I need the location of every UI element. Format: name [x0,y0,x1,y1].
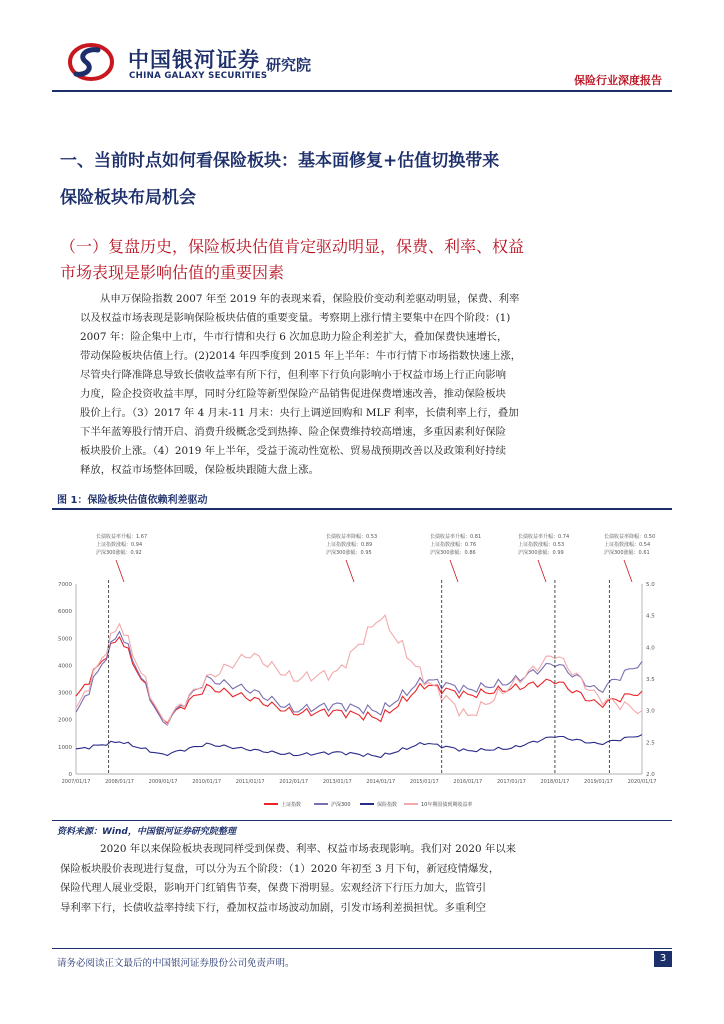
body-line: 释放，权益市场整体回暖，保险板块跟随大盘上涨。 [80,464,319,476]
annotation-text: 沪深300涨幅：0.61 [604,550,650,556]
body2-line: 2020 年以来保险板块表现同样受到保费、利率、权益市场表现影响。我们对 2020 年以来 [100,843,517,855]
body2-line: 导利率下行，长债收益率持续下行，叠加权益市场波动加剧，引发市场利差损担忧。多重利空 [60,901,487,914]
subsection-title-line1: （一）复盘历史，保险板块估值肯定驱动明显，保费、利率、权益 [60,237,525,256]
body-line: 从申万保险指数 2007 年至 2019 年的表现来看，保险股价变动利差驱动明显，保费、利率 [100,293,520,305]
legend-label: 10年期国债到期收益率 [421,802,473,808]
annotation-arrow [538,560,546,582]
annotation-text: 长债收益率降幅：0.50 [604,534,656,540]
y-tick-label-left: 6000 [58,609,72,616]
x-tick-label: 2012/01/17 [279,779,309,785]
body-paragraph-2 [60,840,664,918]
annotation-text: 上证指数涨幅：0.76 [430,542,477,548]
x-tick-label: 2016/01/17 [453,779,483,785]
x-tick-label: 2018/01/17 [540,779,570,785]
subsection-title-line2: 市场表现是影响估值的重要因素 [60,263,285,282]
annotation-arrow [624,560,632,582]
figure-source: 资料来源：Wind，中国银河证券研究院整理 [57,827,236,837]
page-header [0,0,724,96]
figure-title: 图 1：保险板块估值依赖利差驱动 [57,495,208,506]
y-tick-label-left: 0 [68,772,72,778]
y-tick-label-left: 2000 [58,717,72,724]
figure-top-rule [52,508,672,510]
y-tick-label-left: 7000 [58,582,72,588]
body-line: 下半年蓝筹股行情开启、消费升级概念受到热捧、险企保费维持较高增速，多重因素利好保险 [80,426,507,438]
galaxy-logo-icon [68,42,114,82]
annotation-text: 上证指数涨幅：0.54 [604,542,651,548]
line-series-sse [76,637,642,723]
annotation-text: 长债收益率降幅：0.53 [326,534,378,540]
annotation-arrow [346,560,354,582]
body-line: 尽管央行降准降息导致长债收益率有所下行，但利率下行负向影响小于权益市场上行正向影响 [80,369,507,381]
x-tick-label: 2007/01/17 [61,779,91,785]
y-tick-label-right: 3.0 [646,708,655,715]
annotation-arrow [116,560,124,582]
brand-name-cn: 中国银河证券 [128,48,260,72]
y-tick-label-right: 2.5 [646,740,655,747]
x-tick-label: 2017/01/17 [496,779,526,785]
body-line: 以及权益市场表现是影响保险板块估值的重要变量。考察期上涨行情主要集中在四个阶段：(1) [80,312,511,324]
institute-label: 研究院 [266,56,312,74]
y-tick-label-left: 5000 [58,636,72,643]
annotation-text: 长债收益率升幅：0.74 [518,534,570,540]
x-tick-label: 2008/01/17 [105,779,134,785]
y-tick-label-right: 4.0 [646,645,655,652]
annotation-text: 沪深300涨幅：0.99 [518,550,564,556]
x-tick-label: 2014/01/17 [366,779,396,785]
body-line: 股价上行。（3）2017 年 4 月末-11 月末：央行上调逆回购和 MLF 利率，长债利率上行，叠加 [80,407,519,419]
body2-line: 保险代理人展业受限，影响开门红销售节奏，保费下滑明显。宏观经济下行压力加大，监管引 [60,882,487,894]
body2-line: 保险板块股价表现进行复盘，可以分为五个阶段：（1）2020 年初至 3 月下旬，新冠疫情爆发， [60,862,500,875]
annotation-arrow [450,560,458,582]
annotation-text: 上证指数涨幅：0.94 [96,542,143,548]
disclaimer: 请务必阅读正文最后的中国银河证券股份公司免责声明。 [57,958,295,969]
y-tick-label-left: 1000 [58,744,72,751]
header-divider [52,90,672,92]
chart-container [52,512,672,818]
x-tick-label: 2019/01/17 [584,779,613,785]
line-series-insurance [76,735,642,758]
x-tick-label: 2020/01/17 [627,779,657,785]
body-line: 板块股价上涨。（4）2019 年上半年，受益于流动性宽松、贸易战预期改善以及政策利好持续 [80,445,506,457]
annotation-text: 上证指数涨幅：0.53 [518,542,565,548]
body-line: 力度，险企投资收益丰厚，同时分红险等新型保险产品销售促进保费增速改善，推动保险板块 [80,388,507,400]
body-line: 带动保险板块估值上行。(2)2014 年四季度到 2015 年上半年：牛市行情下市场指数快速上涨， [80,350,522,362]
page-number: 3 [654,951,672,967]
y-tick-label-right: 4.5 [646,613,655,620]
line-chart [52,512,672,818]
y-tick-label-left: 3000 [58,690,72,697]
annotation-text: 沪深300涨幅：0.95 [326,550,372,556]
annotation-text: 长债收益率升幅：1.67 [96,534,148,540]
body-line: 2007 年：险企集中上市，牛市行情和央行 6 次加息助力险企利差扩大，叠加保费快速增长， [80,331,508,343]
legend-label: 沪深300 [331,802,351,808]
brand-name-en: CHINA GALAXY SECURITIES [129,71,268,81]
annotation-text: 上证指数涨幅：0.89 [326,542,373,548]
y-tick-label-right: 3.5 [646,677,655,683]
annotation-text: 长债收益率升幅：0.81 [430,534,482,540]
x-tick-label: 2011/01/17 [235,779,265,785]
legend-label: 保险指数 [377,802,398,808]
body-paragraph [80,290,648,480]
y-tick-label-right: 5.0 [646,582,655,588]
x-tick-label: 2010/01/17 [192,779,222,785]
x-tick-label: 2015/01/17 [409,779,439,785]
line-series-csi300 [76,632,642,726]
section-title-line1: 一、当前时点如何看保险板块：基本面修复+估值切换带来 [60,151,500,171]
y-tick-label-left: 4000 [58,663,72,670]
y-tick-label-right: 2.0 [646,772,655,778]
footer-divider [52,948,672,949]
x-tick-label: 2009/01/17 [148,779,178,785]
annotation-text: 沪深300涨幅：0.86 [430,550,476,556]
x-tick-label: 2013/01/17 [322,779,352,785]
figure-bottom-rule [52,820,672,821]
legend-label: 上证指数 [281,802,302,808]
section-title-line2: 保险板块布局机会 [60,188,196,208]
annotation-text: 沪深300涨幅：0.92 [96,550,142,556]
report-type: 保险行业深度报告 [574,74,662,87]
